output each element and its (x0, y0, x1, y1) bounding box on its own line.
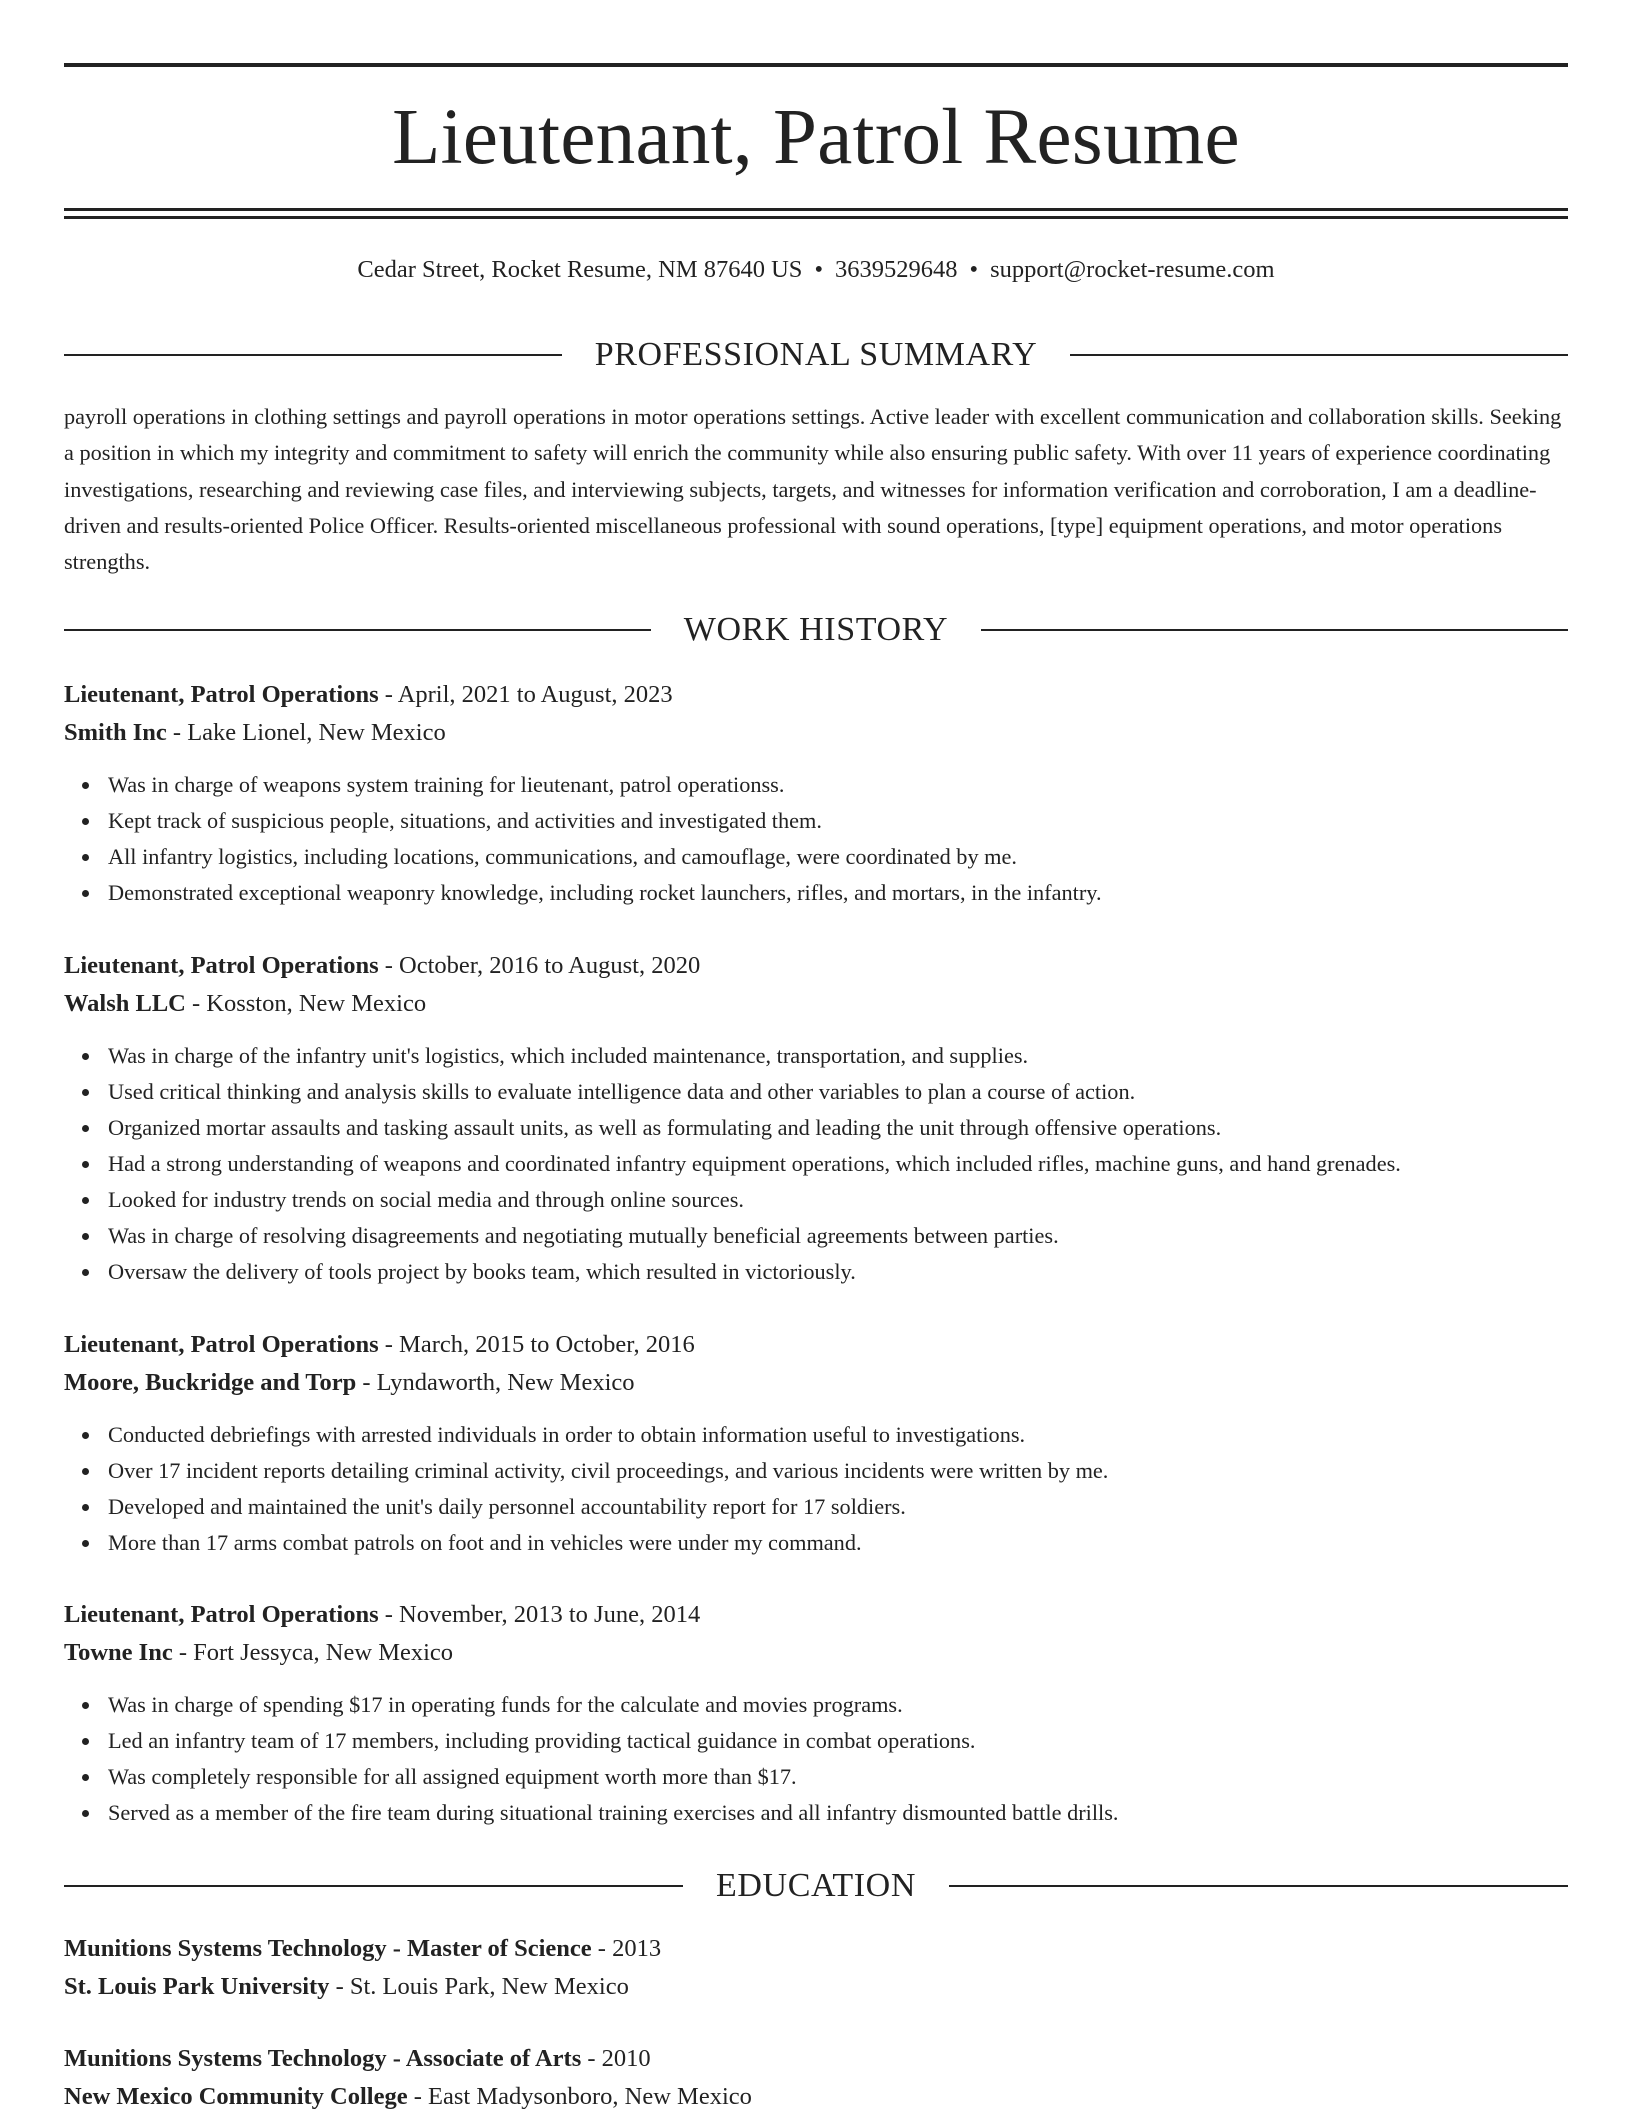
education-degree: Munitions Systems Technology - Master of Science (64, 1935, 592, 1962)
education-entry (64, 2040, 1568, 2116)
job-bullet: More than 17 arms combat patrols on foot and in vehicles were under my command. (108, 1525, 1568, 1561)
heading-rule-right (1070, 354, 1568, 356)
job-entry (64, 1596, 1568, 1831)
job-bullet: Was in charge of spending $17 in operating funds for the calculate and movies programs. (108, 1687, 1568, 1723)
job-dates: - April, 2021 to August, 2023 (378, 681, 673, 708)
job-company-line (64, 1634, 1568, 1672)
education-degree-line (64, 1930, 1568, 1968)
resume-title: Lieutenant, Patrol Resume (392, 94, 1240, 181)
job-bullet: Demonstrated exceptional weaponry knowledge, including rocket launchers, rifles, and mortars, in the infantry. (108, 875, 1568, 911)
education-degree-line (64, 2040, 1568, 2078)
job-title: Lieutenant, Patrol Operations (64, 1601, 379, 1628)
job-company-line (64, 1364, 1568, 1402)
job-entry (64, 947, 1568, 1290)
work-heading-text: WORK HISTORY (683, 611, 949, 648)
education-school-line (64, 1968, 1568, 2006)
job-company: Moore, Buckridge and Torp (64, 1369, 357, 1396)
title-double-rule-upper (64, 208, 1568, 211)
job-title-line (64, 947, 1568, 985)
job-location: - Fort Jessyca, New Mexico (172, 1639, 454, 1666)
education-degree: Munitions Systems Technology - Associate of Arts (64, 2045, 582, 2072)
heading-rule-left (64, 629, 651, 631)
job-bullet: Kept track of suspicious people, situations, and activities and investigated them. (108, 803, 1568, 839)
job-bullet: Served as a member of the fire team during situational training exercises and all infantry dismounted battle drills. (108, 1795, 1568, 1831)
job-company-line (64, 985, 1568, 1023)
job-bullet: Was completely responsible for all assigned equipment worth more than $17. (108, 1759, 1568, 1795)
job-location: - Kosston, New Mexico (185, 990, 427, 1017)
contact-line (64, 254, 1568, 286)
job-title-line (64, 1596, 1568, 1634)
job-company: Walsh LLC (64, 990, 186, 1017)
job-bullet-list (64, 1038, 1568, 1290)
job-bullet: All infantry logistics, including locations, communications, and camouflage, were coordinated by me. (108, 839, 1568, 875)
education-year: - 2013 (591, 1935, 662, 1962)
job-company: Smith Inc (64, 719, 167, 746)
contact-separator: • (814, 256, 824, 283)
heading-rule-left (64, 354, 562, 356)
job-company-line (64, 714, 1568, 752)
job-bullet: Over 17 incident reports detailing criminal activity, civil proceedings, and various incidents were written by me. (108, 1453, 1568, 1489)
job-title-line (64, 1326, 1568, 1364)
summary-paragraph: payroll operations in clothing settings and payroll operations in motor operations settings. Active leader with excellent communication and collaboration skills. Seeking a position in which my integrity and commitment to safety will enrich the community while also ensuring public safety. With over 11 years of experience coordinating investigations, researching and reviewing case files, and interviewing subjects, targets, and witnesses for information verification and corroboration, I am a deadline-driven and results-oriented Police Officer. Results-oriented miscellaneous professional with sound operations, [type] equipment operations, and motor operations strengths. (64, 404, 1562, 575)
top-rule (64, 63, 1568, 67)
job-bullet-list (64, 1687, 1568, 1831)
education-location: - East Madysonboro, New Mexico (407, 2083, 752, 2110)
summary-heading-text: PROFESSIONAL SUMMARY (594, 336, 1038, 373)
job-dates: - March, 2015 to October, 2016 (378, 1331, 695, 1358)
job-dates: - November, 2013 to June, 2014 (378, 1601, 701, 1628)
summary-section-heading (64, 333, 1568, 377)
job-entry (64, 1326, 1568, 1561)
job-bullet: Organized mortar assaults and tasking assault units, as well as formulating and leading the unit through offensive operations. (108, 1110, 1568, 1146)
job-bullet: Looked for industry trends on social media and through online sources. (108, 1182, 1568, 1218)
job-bullet: Was in charge of the infantry unit's logistics, which included maintenance, transportation, and supplies. (108, 1038, 1568, 1074)
job-bullet: Used critical thinking and analysis skills to evaluate intelligence data and other variables to plan a course of action. (108, 1074, 1568, 1110)
contact-address: Cedar Street, Rocket Resume, NM 87640 US (357, 256, 803, 283)
job-bullet: Was in charge of weapons system training for lieutenant, patrol operationss. (108, 767, 1568, 803)
job-bullet: Led an infantry team of 17 members, including providing tactical guidance in combat operations. (108, 1723, 1568, 1759)
job-title: Lieutenant, Patrol Operations (64, 1331, 379, 1358)
job-entry (64, 676, 1568, 911)
job-bullet: Had a strong understanding of weapons and coordinated infantry equipment operations, which included rifles, machine guns, and hand grenades. (108, 1146, 1568, 1182)
heading-rule-left (64, 1885, 683, 1887)
education-entry (64, 1930, 1568, 2006)
job-bullet: Developed and maintained the unit's daily personnel accountability report for 17 soldiers. (108, 1489, 1568, 1525)
education-year: - 2010 (581, 2045, 651, 2072)
education-school: New Mexico Community College (64, 2083, 408, 2110)
job-company: Towne Inc (64, 1639, 173, 1666)
job-bullet: Oversaw the delivery of tools project by books team, which resulted in victoriously. (108, 1254, 1568, 1290)
heading-rule-right (981, 629, 1568, 631)
education-school-line (64, 2078, 1568, 2116)
job-dates: - October, 2016 to August, 2020 (378, 952, 701, 979)
contact-email: support@rocket-resume.com (990, 256, 1275, 283)
contact-separator: • (969, 256, 979, 283)
job-bullet-list (64, 1417, 1568, 1561)
job-title: Lieutenant, Patrol Operations (64, 681, 379, 708)
job-title-line (64, 676, 1568, 714)
title-double-rule-lower (64, 216, 1568, 219)
job-title: Lieutenant, Patrol Operations (64, 952, 379, 979)
job-location: - Lyndaworth, New Mexico (356, 1369, 635, 1396)
heading-rule-right (949, 1885, 1568, 1887)
job-bullet: Conducted debriefings with arrested individuals in order to obtain information useful to investigations. (108, 1417, 1568, 1453)
education-school: St. Louis Park University (64, 1973, 330, 2000)
contact-phone: 3639529648 (835, 256, 958, 283)
education-location: - St. Louis Park, New Mexico (329, 1973, 629, 2000)
job-location: - Lake Lionel, New Mexico (166, 719, 446, 746)
job-bullet-list (64, 767, 1568, 911)
education-section-heading (64, 1864, 1568, 1908)
job-bullet: Was in charge of resolving disagreements and negotiating mutually beneficial agreements between parties. (108, 1218, 1568, 1254)
work-section-heading (64, 608, 1568, 652)
education-heading-text: EDUCATION (716, 1867, 916, 1904)
